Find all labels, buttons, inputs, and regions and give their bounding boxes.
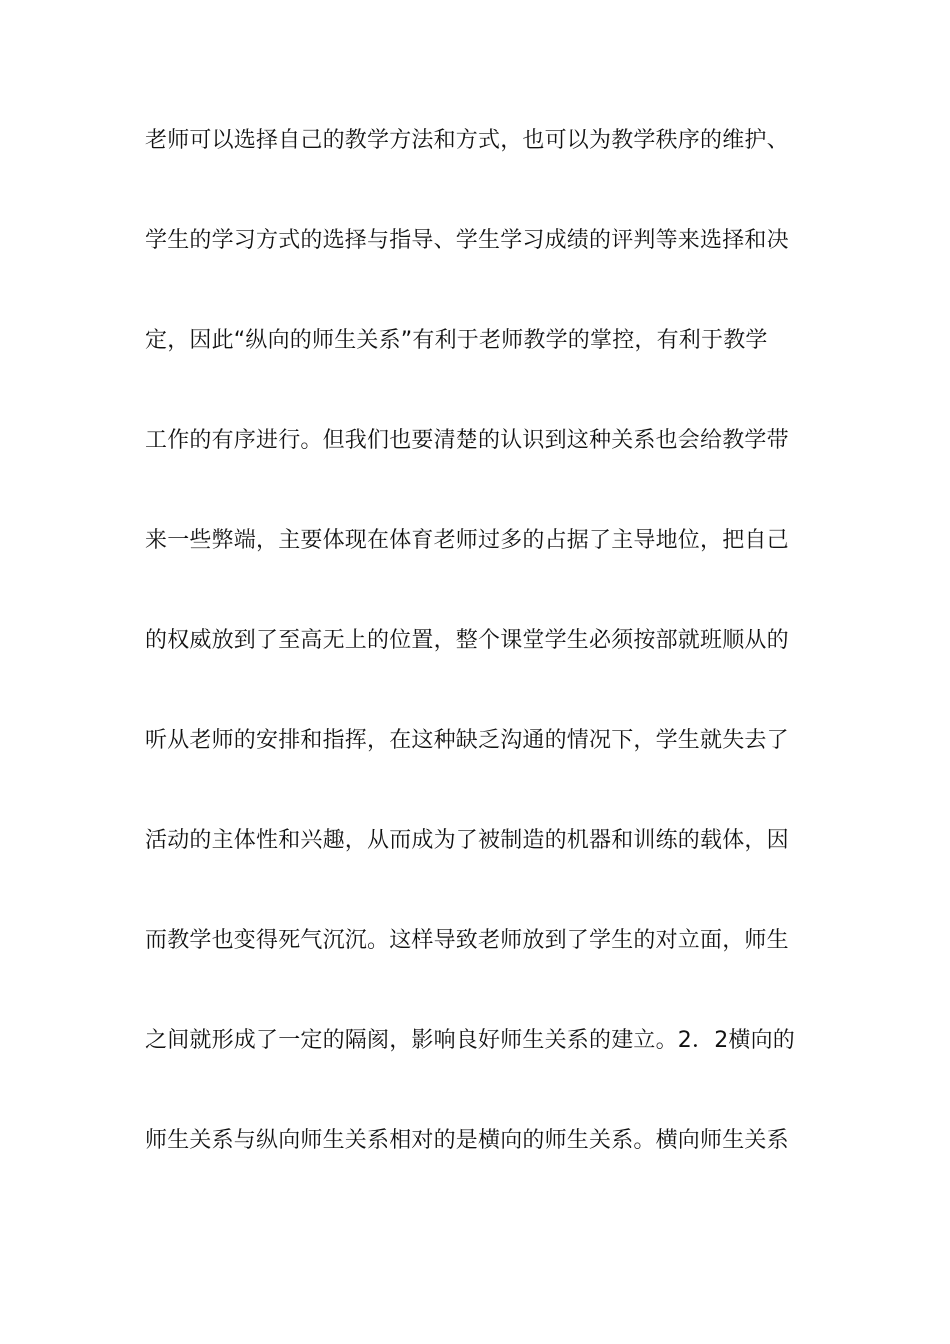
- text-line: 来一些弊端，主要体现在体育老师过多的占据了主导地位，把自己: [145, 528, 789, 553]
- text-line: 之间就形成了一定的隔阂，影响良好师生关系的建立。2．2横向的: [145, 1028, 795, 1053]
- text-line: 师生关系与纵向师生关系相对的是横向的师生关系。横向师生关系: [145, 1128, 789, 1153]
- body-text: [145, 126, 815, 1226]
- text-line: 学生的学习方式的选择与指导、学生学习成绩的评判等来选择和决: [145, 228, 789, 253]
- text-line: 老师可以选择自己的教学方法和方式，也可以为教学秩序的维护、: [145, 128, 789, 153]
- text-line: 工作的有序进行。但我们也要清楚的认识到这种关系也会给教学带: [145, 428, 789, 453]
- text-line: 的权威放到了至高无上的位置，整个课堂学生必须按部就班顺从的: [145, 628, 789, 653]
- text-line: 而教学也变得死气沉沉。这样导致老师放到了学生的对立面，师生: [145, 928, 789, 953]
- text-line: 听从老师的安排和指挥，在这种缺乏沟通的情况下，学生就失去了: [145, 728, 789, 753]
- text-line: 活动的主体性和兴趣，从而成为了被制造的机器和训练的载体，因: [145, 828, 789, 853]
- text-line: 定，因此“纵向的师生关系”有利于老师教学的掌控，有利于教学: [145, 328, 768, 353]
